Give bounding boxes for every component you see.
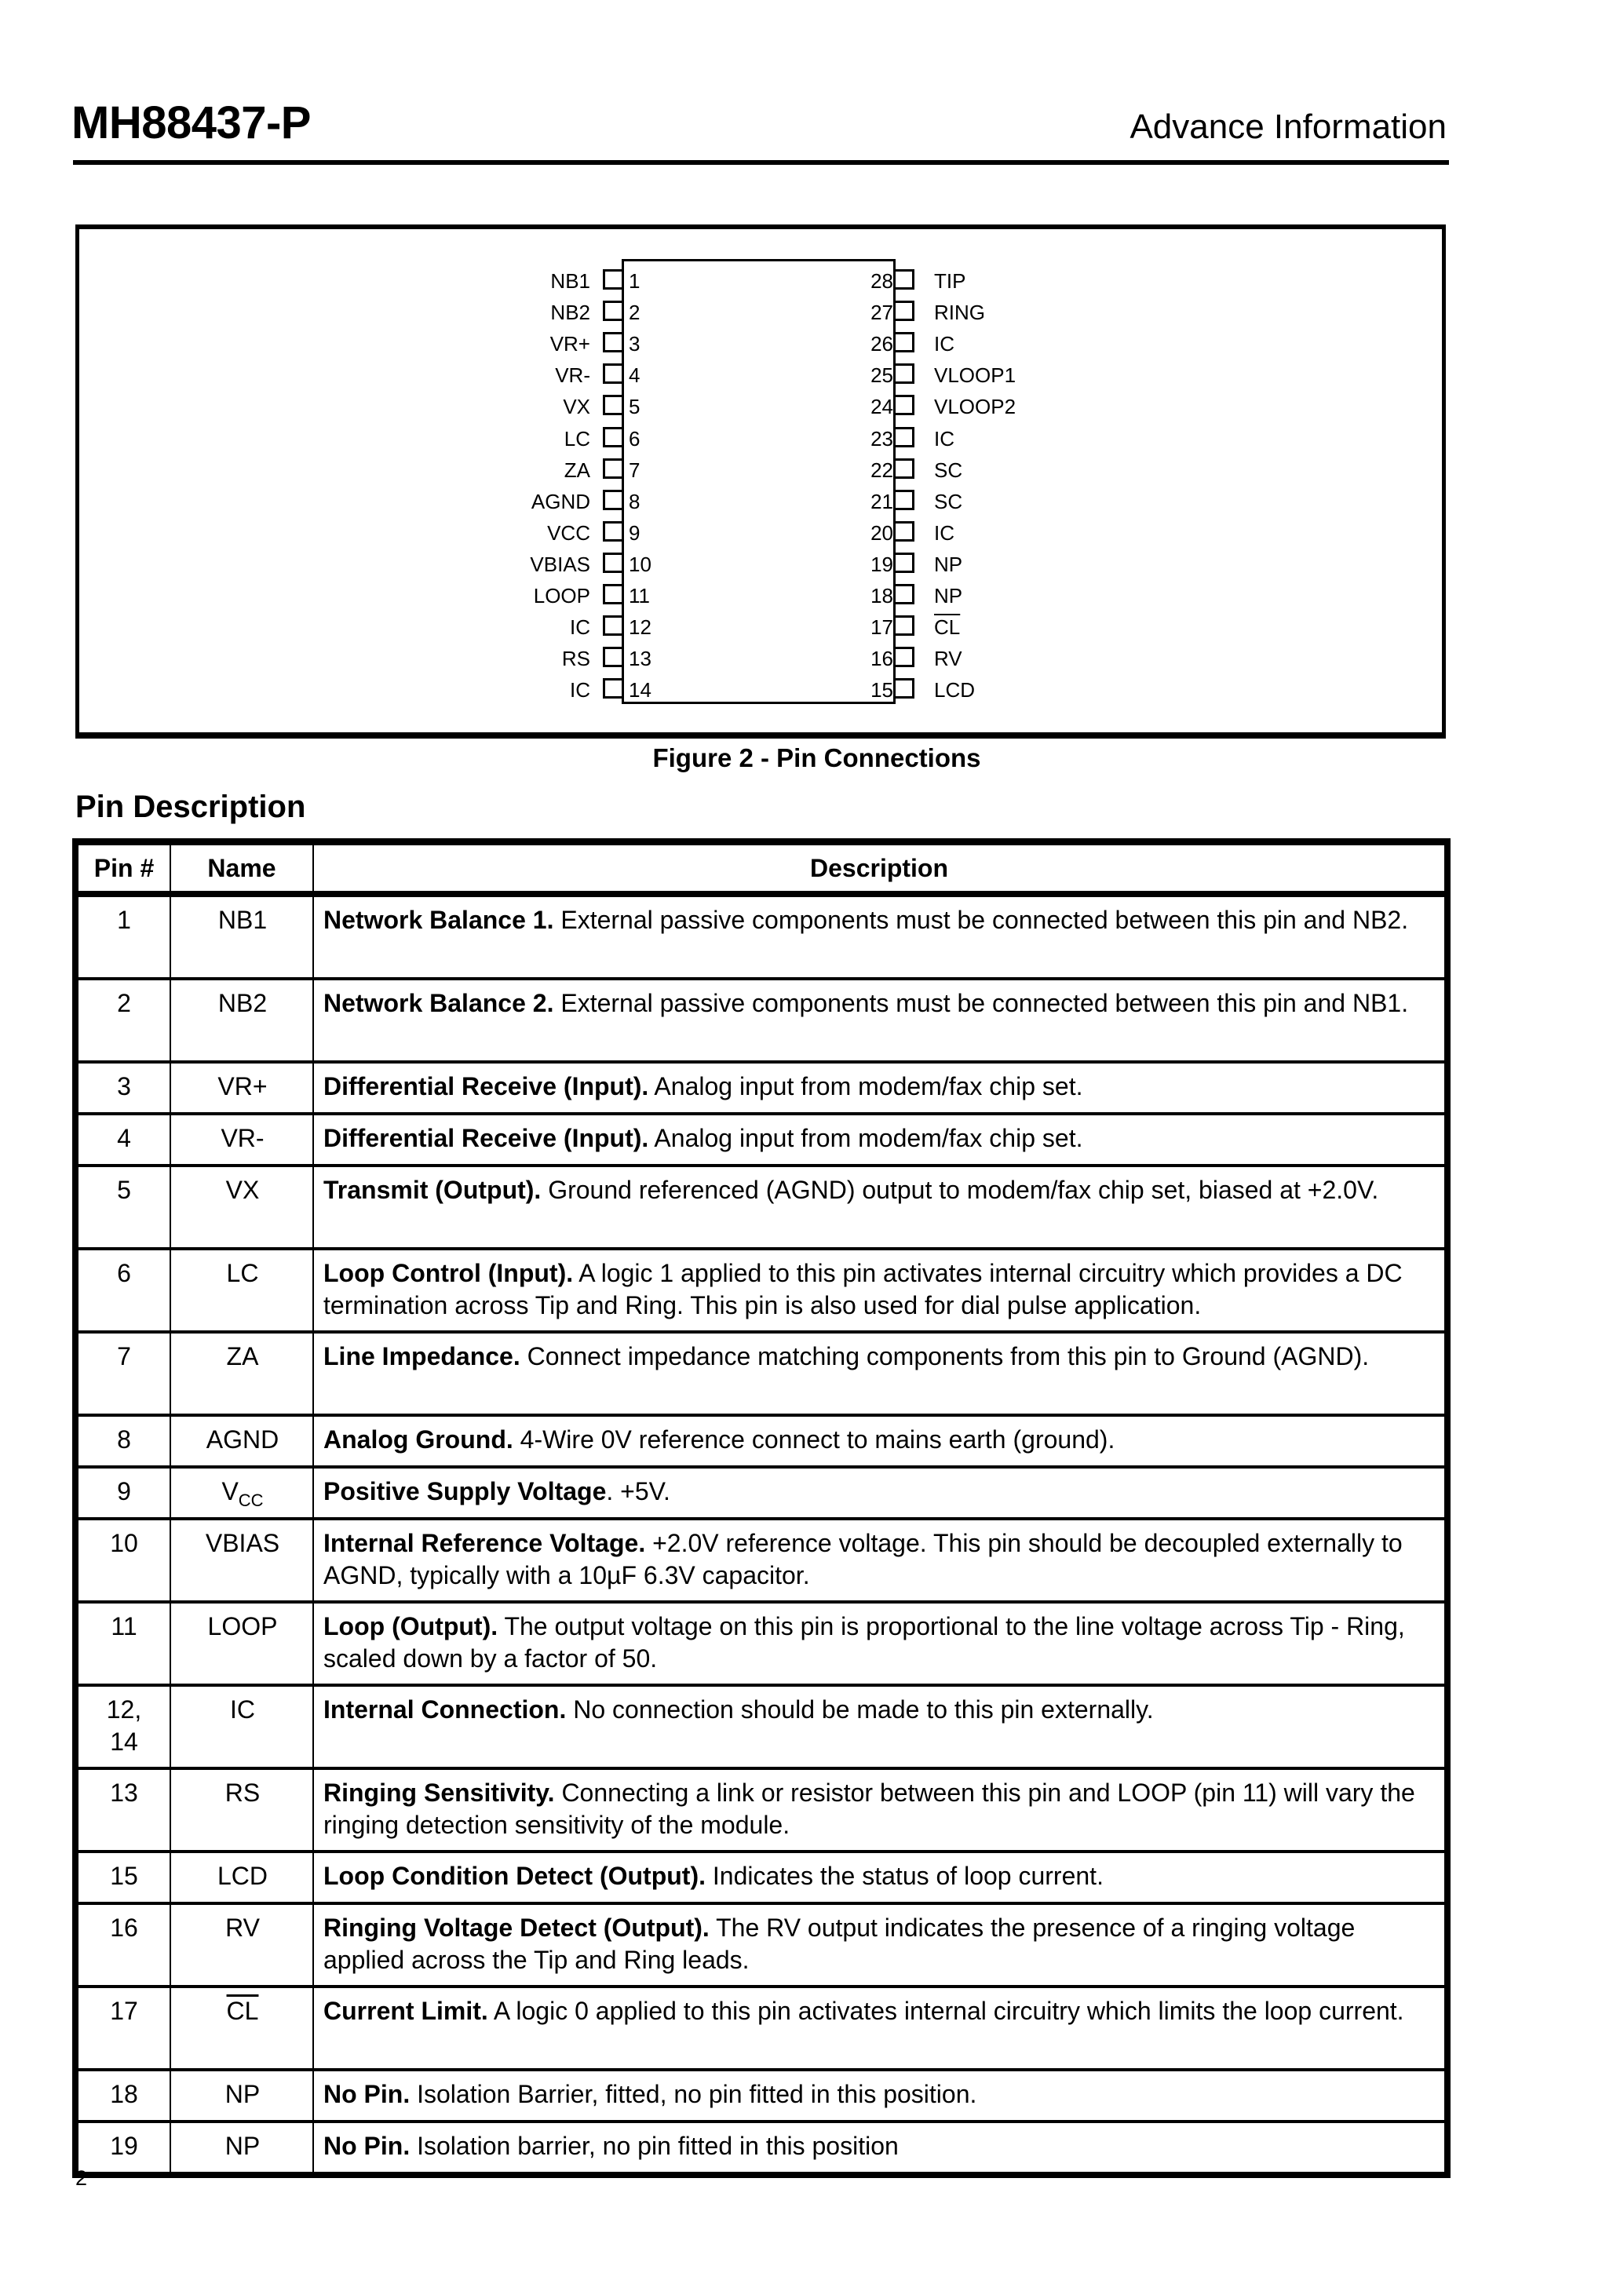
pin-label: VX: [563, 395, 590, 418]
pin-label: RS: [561, 647, 590, 670]
pin-name-cell: [170, 1332, 313, 1415]
pin-description-cell: [313, 1602, 1447, 1685]
pin-label: SC: [934, 490, 963, 513]
pin-function-text: External passive components must be connected between this pin and NB2.: [553, 906, 1409, 934]
pin-pad-left: [603, 521, 622, 542]
table-row: [75, 1852, 1447, 1903]
pin-name-cell: [170, 1768, 313, 1852]
pin-label: VR-: [555, 363, 590, 387]
pin-function-text: Analog input from modem/fax chip set.: [648, 1072, 1083, 1100]
pin-function-text: A logic 1 applied to this pin activates internal circuitry which provides a DC termination across Tip and Ring. This pin is also used for dial pulse application.: [323, 1259, 1403, 1319]
table-row: [75, 1685, 1447, 1768]
pin-number: 8: [629, 490, 640, 513]
pin-pad-left: [603, 490, 622, 510]
pin-name: LCD: [217, 1862, 268, 1890]
pin-number: 6: [629, 427, 640, 451]
pin-name-cell: [170, 1685, 313, 1768]
section-title-pin-description: Pin Description: [75, 790, 306, 824]
pin-name: NP: [224, 2080, 261, 2108]
pin-number-cell: 6: [75, 1249, 170, 1332]
pin-function-title: Loop Condition Detect (Output).: [323, 1862, 706, 1890]
pin-number-cell: 16: [75, 1903, 170, 1987]
pin-pad-left: [603, 301, 622, 321]
pin-number: 19: [870, 553, 893, 576]
pin-label: TIP: [934, 269, 966, 293]
pin-name-cell: [170, 1062, 313, 1114]
pin-description-cell: [313, 1852, 1447, 1903]
pin-number-cell: 9: [75, 1467, 170, 1519]
pin-label: LC: [564, 427, 590, 451]
pin-number: 24: [870, 395, 893, 418]
pin-pad-right: [896, 647, 914, 667]
column-header-name: Name: [170, 842, 313, 895]
pin-description-cell: [313, 1987, 1447, 2070]
pin-number: 4: [629, 363, 640, 387]
pin-function-text: Connect impedance matching components from this pin to Ground (AGND).: [520, 1342, 1370, 1370]
pin-label: IC: [934, 332, 954, 356]
pin-name: LC: [226, 1259, 259, 1287]
pin-pad-right: [896, 584, 914, 604]
pin-label: LOOP: [533, 584, 590, 608]
pin-function-title: Differential Receive (Input).: [323, 1124, 649, 1152]
column-header-description: Description: [313, 842, 1447, 895]
pin-name-cell: [170, 979, 313, 1062]
pin-number: 17: [870, 615, 893, 639]
pin-name-cell: [170, 1987, 313, 2070]
pin-function-text: A logic 0 applied to this pin activates internal circuitry which limits the loop current.: [487, 1997, 1404, 2025]
pin-label: IC: [934, 427, 954, 451]
pin-label: VLOOP2: [934, 395, 1016, 418]
table-row: [75, 894, 1447, 979]
pin-function-text: 4-Wire 0V reference connect to mains earth (ground).: [513, 1425, 1115, 1454]
pin-pad-left: [603, 553, 622, 573]
pin-name: NB1: [217, 906, 268, 934]
pin-function-text: The output voltage on this pin is proportional to the line voltage across Tip - Ring, scaled down by a factor of 50.: [323, 1612, 1405, 1673]
pin-number: 15: [870, 678, 893, 702]
pin-pad-left: [603, 363, 622, 384]
pin-function-title: Network Balance 2.: [323, 989, 554, 1017]
pin-number-cell: 5: [75, 1166, 170, 1249]
pin-description-cell: [313, 1415, 1447, 1467]
pin-pad-left: [603, 427, 622, 447]
pin-number: 13: [629, 647, 651, 670]
pin-pad-right: [896, 363, 914, 384]
table-row: [75, 1768, 1447, 1852]
pin-label: SC: [934, 458, 963, 482]
pin-function-title: Analog Ground.: [323, 1425, 513, 1454]
pin-name: VX: [225, 1176, 260, 1204]
pin-function-title: Current Limit.: [323, 1997, 488, 2025]
pin-pad-left: [603, 332, 622, 352]
pin-pad-right: [896, 521, 914, 542]
pin-function-title: Internal Reference Voltage.: [323, 1529, 646, 1557]
pin-function-title: Transmit (Output).: [323, 1176, 542, 1204]
pin-function-title: Loop Control (Input).: [323, 1259, 574, 1287]
pin-label: IC: [570, 615, 590, 639]
pin-number-cell: 7: [75, 1332, 170, 1415]
pin-number: 22: [870, 458, 893, 482]
pin-number: 28: [870, 269, 893, 293]
pin-name-cell: [170, 2070, 313, 2122]
pin-label: RING: [934, 301, 985, 324]
pin-description-cell: [313, 1114, 1447, 1166]
table-row: [75, 2122, 1447, 2175]
table-row: [75, 1249, 1447, 1332]
pin-number: 9: [629, 521, 640, 545]
pin-name-subscript: CC: [238, 1490, 264, 1510]
pin-name-cell: [170, 1852, 313, 1903]
pin-function-text: The RV output indicates the presence of a ringing voltage applied across the Tip and Ring leads.: [323, 1914, 1356, 1974]
pin-number: 26: [870, 332, 893, 356]
pin-name: IC: [230, 1695, 255, 1724]
pin-number: 5: [629, 395, 640, 418]
pin-label: NP: [934, 553, 963, 576]
table-row: [75, 1062, 1447, 1114]
pin-description-cell: [313, 1166, 1447, 1249]
pin-pad-right: [896, 678, 914, 699]
pin-label: VBIAS: [530, 553, 590, 576]
pin-function-text: . +5V.: [606, 1477, 670, 1505]
pin-name: LOOP: [207, 1612, 278, 1640]
part-number-title: MH88437-P: [71, 97, 311, 148]
pin-function-title: Ringing Voltage Detect (Output).: [323, 1914, 710, 1942]
pin-pad-right: [896, 458, 914, 479]
pin-number: 12: [629, 615, 651, 639]
pin-label: VCC: [547, 521, 590, 545]
pin-function-title: Network Balance 1.: [323, 906, 554, 934]
pin-label: NP: [934, 584, 963, 608]
pin-pad-right: [896, 395, 914, 415]
table-row: [75, 1519, 1447, 1602]
pin-description-cell: [313, 1249, 1447, 1332]
pin-number: 25: [870, 363, 893, 387]
pin-label: NB1: [550, 269, 590, 293]
pin-label: ZA: [564, 458, 590, 482]
pin-pad-left: [603, 647, 622, 667]
pin-number: 20: [870, 521, 893, 545]
pin-pad-right: [896, 269, 914, 290]
pin-pad-left: [603, 678, 622, 699]
pin-description-cell: [313, 2122, 1447, 2175]
pin-description-cell: [313, 1062, 1447, 1114]
pin-number-cell: 11: [75, 1602, 170, 1685]
pin-name: NB2: [217, 989, 268, 1017]
pin-number: 3: [629, 332, 640, 356]
pin-number: 1: [629, 269, 640, 293]
page-number: 2: [75, 2166, 88, 2190]
pin-description-table: [72, 838, 1451, 2178]
pin-function-title: Loop (Output).: [323, 1612, 498, 1640]
table-row: [75, 1987, 1447, 2070]
pin-name: NP: [224, 2132, 261, 2160]
pin-pad-left: [603, 269, 622, 290]
pin-pad-right: [896, 615, 914, 636]
pin-function-title: Differential Receive (Input).: [323, 1072, 649, 1100]
pin-label: VR+: [549, 332, 590, 356]
pin-name-cell: [170, 1519, 313, 1602]
table-row: [75, 1903, 1447, 1987]
pin-name: $\overline{CL}$: [226, 1997, 259, 2025]
pin-number: 16: [870, 647, 893, 670]
pin-name-cell: [170, 1114, 313, 1166]
pin-number-cell: 15: [75, 1852, 170, 1903]
document-status: Advance Information: [1130, 108, 1447, 146]
pin-pad-right: [896, 553, 914, 573]
figure-caption: Figure 2 - Pin Connections: [652, 743, 981, 772]
pin-number-cell: 12, 14: [75, 1685, 170, 1768]
pin-number-cell: 18: [75, 2070, 170, 2122]
table-row: [75, 1602, 1447, 1685]
pin-number: 18: [870, 584, 893, 608]
pin-label: NB2: [550, 301, 590, 324]
pin-function-text: Isolation barrier, no pin fitted in this position: [410, 2132, 899, 2160]
pin-function-title: No Pin.: [323, 2132, 411, 2160]
header-rule: [73, 160, 1449, 165]
chip-package-outline: [622, 259, 896, 704]
table-header-row: [75, 842, 1447, 895]
table-row: [75, 1166, 1447, 1249]
pin-function-text: +2.0V reference voltage. This pin should be decoupled externally to AGND, typically with a 10µF 6.3V capacitor.: [323, 1529, 1403, 1589]
pin-number-cell: 3: [75, 1062, 170, 1114]
pin-name-cell: [170, 2122, 313, 2175]
pin-label: IC: [934, 521, 954, 545]
pin-number: 21: [870, 490, 893, 513]
pin-pad-right: [896, 301, 914, 321]
pin-number-cell: 8: [75, 1415, 170, 1467]
pin-name-cell: [170, 1602, 313, 1685]
pin-name: AGND: [206, 1425, 279, 1454]
pin-number: 11: [629, 584, 650, 608]
pin-label: IC: [570, 678, 590, 702]
pin-pad-left: [603, 615, 622, 636]
pin-description-cell: [313, 1332, 1447, 1415]
table-row: [75, 2070, 1447, 2122]
pin-name: VBIAS: [205, 1529, 280, 1557]
pin-name: V: [221, 1477, 239, 1505]
pin-pad-left: [603, 584, 622, 604]
pin-number: 27: [870, 301, 893, 324]
pin-number: 23: [870, 427, 893, 451]
pin-description-cell: [313, 1467, 1447, 1519]
pin-function-title: Internal Connection.: [323, 1695, 567, 1724]
pin-function-text: No connection should be made to this pin externally.: [566, 1695, 1154, 1724]
pin-pad-left: [603, 395, 622, 415]
pin-function-text: Connecting a link or resistor between this pin and LOOP (pin 11) will vary the ringing detection sensitivity of the module.: [323, 1779, 1415, 1839]
pin-pad-right: [896, 427, 914, 447]
pin-description-cell: [313, 1685, 1447, 1768]
pin-name-cell: [170, 1415, 313, 1467]
pin-description-cell: [313, 1768, 1447, 1852]
pin-function-text: Analog input from modem/fax chip set.: [648, 1124, 1083, 1152]
pin-description-cell: [313, 2070, 1447, 2122]
pin-name: RS: [224, 1779, 261, 1807]
pin-name: ZA: [226, 1342, 259, 1370]
pin-description-cell: [313, 894, 1447, 979]
pin-name: RV: [225, 1914, 260, 1942]
pin-number-cell: 4: [75, 1114, 170, 1166]
table-row: [75, 1332, 1447, 1415]
pin-function-title: Ringing Sensitivity.: [323, 1779, 555, 1807]
pin-function-text: External passive components must be connected between this pin and NB1.: [553, 989, 1409, 1017]
pin-pad-right: [896, 490, 914, 510]
pin-number-cell: 19: [75, 2122, 170, 2175]
pin-function-title: Positive Supply Voltage: [323, 1477, 607, 1505]
pin-name-cell: [170, 1166, 313, 1249]
pin-number: 10: [629, 553, 651, 576]
pin-name-cell: [170, 1249, 313, 1332]
pin-label: AGND: [531, 490, 590, 513]
pin-label: $\overline{CL}$: [934, 615, 961, 639]
pin-pad-right: [896, 332, 914, 352]
pin-number: 7: [629, 458, 640, 482]
pin-function-text: Indicates the status of loop current.: [706, 1862, 1104, 1890]
pin-number: 2: [629, 301, 640, 324]
pin-function-text: Isolation Barrier, fitted, no pin fitted in this position.: [410, 2080, 977, 2108]
pin-label: VLOOP1: [934, 363, 1016, 387]
pin-name-cell: [170, 1903, 313, 1987]
column-header-pin: Pin #: [75, 842, 170, 895]
pin-number-cell: 2: [75, 979, 170, 1062]
pin-name: VR+: [217, 1072, 268, 1100]
table-row: [75, 1114, 1447, 1166]
pin-number-cell: 13: [75, 1768, 170, 1852]
pin-number: 14: [629, 678, 651, 702]
pin-label: RV: [934, 647, 962, 670]
pin-number-cell: 17: [75, 1987, 170, 2070]
pin-name: VR-: [221, 1124, 265, 1152]
pin-description-cell: [313, 979, 1447, 1062]
pin-name-cell: [170, 1467, 313, 1519]
table-row: [75, 1467, 1447, 1519]
pin-description-cell: [313, 1903, 1447, 1987]
pin-function-text: Ground referenced (AGND) output to modem/fax chip set, biased at +2.0V.: [541, 1176, 1379, 1204]
pin-number-cell: 10: [75, 1519, 170, 1602]
pin-function-title: Line Impedance.: [323, 1342, 520, 1370]
pin-number-cell: 1: [117, 906, 131, 934]
pin-pad-left: [603, 458, 622, 479]
pin-label: LCD: [934, 678, 976, 702]
table-row: [75, 979, 1447, 1062]
pin-description-cell: [313, 1519, 1447, 1602]
table-row: [75, 1415, 1447, 1467]
pin-function-title: No Pin.: [323, 2080, 411, 2108]
pin-name-cell: [170, 894, 313, 979]
